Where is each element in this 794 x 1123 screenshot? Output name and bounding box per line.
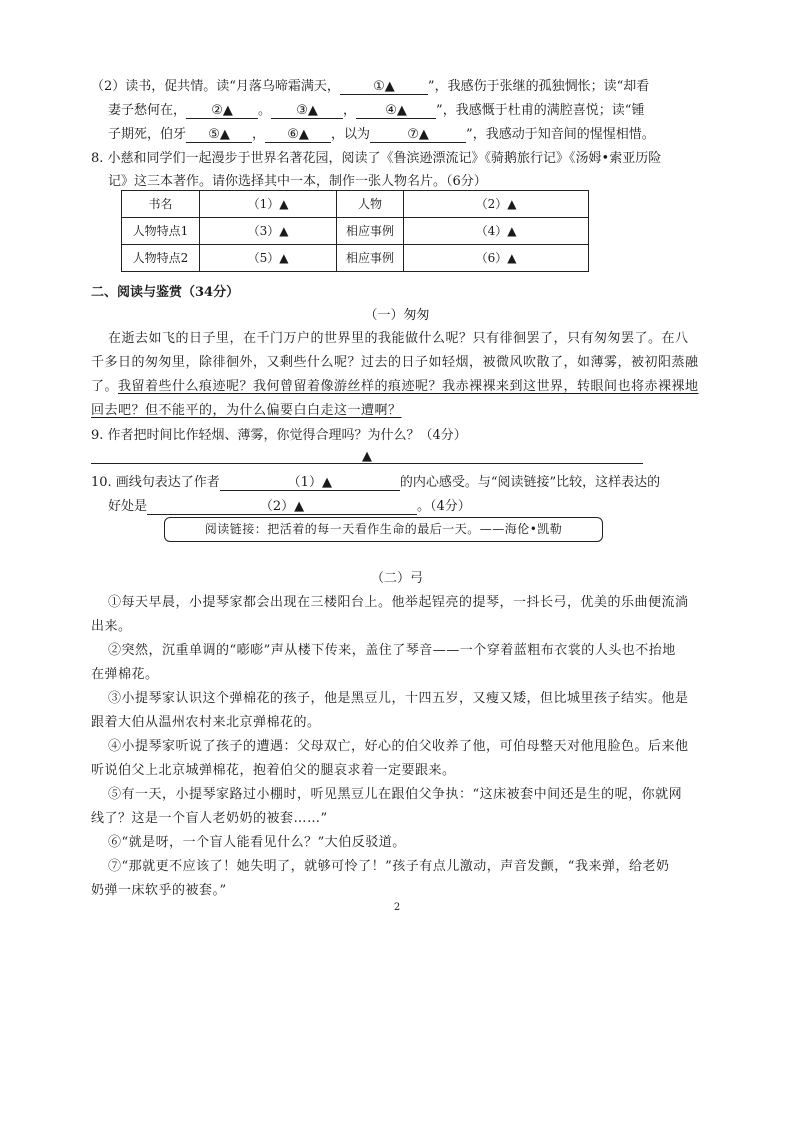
passage1-line1: 在逝去如飞的日子里，在千门万户的世界里的我能做什么呢？只有徘徊罢了，只有匆匆罢了。在八 [108,331,689,346]
passage1-line3 [91,380,699,393]
q7-line2-text-b: ”，我感慨于杜甫的满腔喜悦；读“锺 [436,103,645,118]
table-cell: 人物特点1 [122,218,200,245]
q7-line2: 妻子愁何在， ②▲ 。 ③▲ ， ④▲ ”，我感慨于杜甫的满腔喜悦；读“锺 [108,103,645,118]
character-card-table [121,190,589,272]
passage2-line: ②突然，沉重单调的“嘭嘭”声从楼下传来，盖住了琴音——一个穿着蓝粗布衣裳的人头也不抬地 [108,643,676,658]
q7-line3-text-a: 子期死，伯牙 [108,127,187,142]
q7-blank-2: ②▲ [186,104,258,119]
q7-line1 [91,80,649,95]
q10-text-b: 的内心感受。与“阅读链接”比较，这样表达的 [399,475,661,490]
q7-blank-7: ⑦▲ [370,128,466,143]
table-cell: 相应事例 [337,245,404,272]
q10-text-c: 好处是 [108,499,148,514]
passage2-line: 出来。 [91,619,132,634]
q7-line3-text-b: ，以为 [331,127,371,142]
table-cell: 人物特点2 [122,245,200,272]
q7-blank-5: ⑤▲ [186,128,252,143]
passage2-line: 跟着大伯从温州农村来北京弹棉花的。 [91,715,321,730]
q10-line1 [91,476,660,491]
table-cell: （6）▲ [404,245,589,272]
passage2-line: ⑥“就是呀，一个盲人能看见什么？”大伯反驳道。 [108,835,406,850]
q7-line3-text-c: ”，我感动于知音间的惺惺相惜。 [466,127,655,142]
passage2-line: ①每天早晨，小提琴家都会出现在三楼阳台上。他举起锃亮的提琴，一抖长弓，优美的乐曲便流淌 [108,595,689,610]
passage2-title: （二）弓 [370,571,423,586]
q9-blank-marker: ▲ [362,449,372,464]
table-cell: （4）▲ [404,218,589,245]
table-cell: （1）▲ [200,191,337,218]
q10-blank-2: （2）▲ [147,500,417,515]
q7-blank-3: ③▲ [271,104,343,119]
table-cell: 书名 [122,191,200,218]
q7-line1-text-a: （2）读书，促共情。读“月落乌啼霜满天， [91,79,340,94]
q8-prompt-line2: 记》这三本著作。请你选择其中一本，制作一张人物名片。（6分） [108,174,487,189]
q7-blank-1: ①▲ [340,80,428,95]
q9-prompt: 9. 作者把时间比作轻烟、薄雾，你觉得合理吗？为什么？（4分） [91,428,467,443]
section-heading: 二、阅读与鉴赏（34分） [91,285,240,300]
q9-answer-line [91,451,643,464]
q7-line3: 子期死，伯牙 ⑤▲ ， ⑥▲ ，以为 ⑦▲ ”，我感动于知音间的惺惺相惜。 [108,127,655,142]
q7-blank-4: ④▲ [356,104,436,119]
passage1-line4 [91,404,402,417]
passage2-line: ⑦“那就更不应该了！她失明了，就够可怜了！”孩子有点儿激动，声音发颤，“我来弹，给老奶 [108,859,670,874]
passage2-line: 听说伯父上北京城弹棉花，抱着伯父的腿哀求着一定要跟来。 [91,763,456,778]
table-cell: 人物 [337,191,404,218]
table-cell: （2）▲ [404,191,589,218]
passage2-line: ⑤有一天，小提琴家路过小棚时，听见黑豆儿在跟伯父争执：“这床被套中间还是生的呢，你就网 [108,787,683,802]
passage2-line: 在弹棉花。 [91,667,159,682]
passage1-title: （一）匆匆 [364,308,430,323]
table-cell: （5）▲ [200,245,337,272]
q10-line2 [108,500,471,515]
q8-prompt-line1: 8. 小慈和同学们一起漫步于世界名著花园，阅读了《鲁滨逊漂流记》《骑鹅旅行记》《汤姆•索亚历险 [91,151,662,166]
table-cell: 相应事例 [337,218,404,245]
page-number: 2 [393,902,401,913]
q7-line1-text-b: ”，我感伤于张继的孤独惆怅；读“却看 [427,79,650,94]
passage1-line2: 千多日的匆匆里，除徘徊外，又剩些什么呢？过去的日子如轻烟，被微风吹散了，如薄雾，被初阳蒸融 [91,355,699,370]
passage2-line: ③小提琴家认识这个弹棉花的孩子，他是黑豆儿，十四五岁，又瘦又矮，但比城里孩子结实。他是 [108,691,689,706]
passage1-line3-plain: 了。 [91,379,119,394]
q7-line2-text-a: 妻子愁何在， [108,103,187,118]
table-row [122,245,589,272]
passage2-line: ④小提琴家听说了孩子的遭遇：父母双亡，好心的伯父收养了他，可伯母整天对他甩脸色。后来他 [108,739,689,754]
passage2-line: 线了？这是一个盲人老奶奶的被套……” [91,811,328,826]
table-cell: （3）▲ [200,218,337,245]
q10-blank-1: （1）▲ [220,476,400,491]
table-row [122,218,589,245]
reading-link-box: 阅读链接：把活着的每一天看作生命的最后一天。——海伦•凯勒 [164,517,603,542]
underlined-sentence-part1: 我留着些什么痕迹呢？我何曾留着像游丝样的痕迹呢？我赤裸裸来到这世界，转眼间也将赤裸裸地 [118,379,699,394]
q7-blank-6: ⑥▲ [265,128,331,143]
underlined-sentence-part2: 回去吧？但不能平的，为什么偏要白白走这一遭啊？ [91,403,402,418]
q10-text-a: 10. 画线句表达了作者 [91,475,220,490]
passage2-line: 奶弹一床软乎的被套。” [91,883,227,898]
q10-text-d: 。（4分） [417,499,471,514]
table-row [122,191,589,218]
